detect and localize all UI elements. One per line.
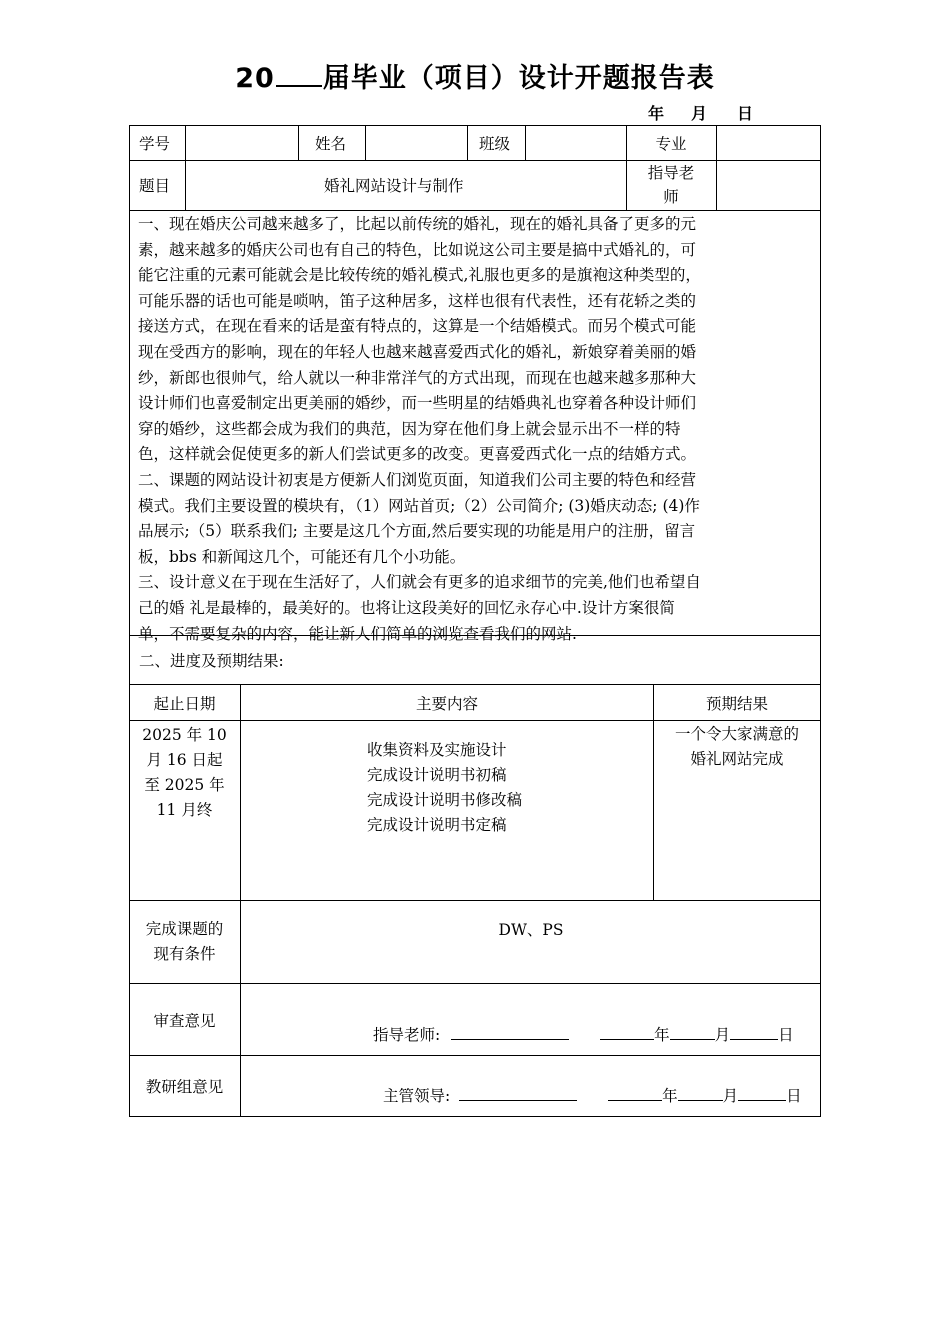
advisor-field[interactable] [717,161,820,210]
major-field[interactable] [717,126,820,160]
review-signature-line[interactable] [451,1022,569,1040]
content-line: 完成设计说明书定稿 [367,816,507,834]
conditions-label-line: 现有条件 [153,945,216,963]
review-month-label: 月 [714,1026,731,1044]
text-line: 接送方式，在现在看来的话是蛮有特点的，这算是一个结婚模式。而另个模式可能 [138,317,697,336]
review-year-label: 年 [654,1026,670,1044]
group-year-label: 年 [662,1087,678,1105]
date-day-label: 日 [737,104,754,123]
col-header-content: 主要内容 [415,694,478,713]
date-line: 月 16 日起 [146,751,223,769]
review-month-line[interactable] [670,1022,715,1040]
row-divider [129,720,821,721]
text-line: 板，bbs 和新闻这几个，可能还有几个小功能。 [138,547,466,566]
text-line: 己的婚 礼是最棒的，最美好的。也将让这段美好的回忆永存心中.设计方案很简 [138,598,675,617]
text-line: 色，这样就会促使更多的新人们尝试更多的改变。更喜爱西式化一点的结婚方式。 [138,445,697,464]
row-divider [129,900,821,901]
group-day-line[interactable] [738,1083,786,1101]
text-line: 素，越来越多的婚庆公司也有自己的特色，比如说这公司主要是搞中式婚礼的，可 [138,240,697,259]
text-line: 纱，新郎也很帅气，给人就以一种非常洋气的方式出现，而现在也越来越多那种大 [138,368,697,387]
group-year-line[interactable] [608,1083,662,1101]
conditions-label [129,917,240,967]
review-label: 审查意见 [153,1011,216,1030]
group-label: 教研组意见 [145,1078,224,1096]
review-day-line[interactable] [730,1022,778,1040]
date-year-label: 年 [648,104,665,123]
major-label: 专业 [655,134,687,153]
result-line: 婚礼网站完成 [690,750,784,768]
group-day-label: 日 [786,1087,802,1105]
date-line: 至 2025 年 [144,776,225,794]
progress-content [241,738,653,838]
student-id-field[interactable] [186,126,297,160]
date-line: 2025 年 10 [142,726,227,744]
row-divider [129,210,821,211]
group-month-line[interactable] [678,1083,723,1101]
text-line: 现在受西方的影响，现在的年轻人也越来越喜爱西式化的婚礼，新娘穿着美丽的婚 [138,342,697,361]
date-month-label: 月 [691,104,708,123]
text-line: 模式。我们主要设置的模块有，（1）网站首页;（2）公司简介; (3)婚庆动态; (4)作 [138,496,700,515]
text-line: 可能乐器的话也可能是唢呐，笛子这种居多，这样也很有代表性，还有花轿之类的 [138,291,697,310]
progress-dates [129,723,240,823]
topic-label: 题目 [139,177,171,195]
title-suffix: 届毕业（项目）设计开题报告表 [322,63,715,94]
conditions-value: DW、PS [498,921,564,939]
group-signature-line[interactable] [459,1083,577,1101]
text-line: 品展示;（5）联系我们; 主要是这几个方面,然后要实现的功能是用户的注册，留言 [138,522,696,541]
group-signature [383,1083,802,1106]
name-field[interactable] [366,126,466,160]
review-signature [373,1022,794,1045]
page-title [0,56,950,95]
text-line: 设计师们也喜爱制定出更美丽的婚纱，而一些明星的结婚典礼也穿着各种设计师们 [138,394,697,413]
content-line: 完成设计说明书修改稿 [367,791,523,809]
student-id-label: 学号 [139,134,171,153]
review-year-line[interactable] [600,1022,654,1040]
content-line: 收集资料及实施设计 [367,741,507,759]
content-line: 完成设计说明书初稿 [367,766,507,784]
class-label: 班级 [479,134,511,153]
group-month-label: 月 [722,1087,739,1105]
name-label: 姓名 [315,134,347,153]
advisor-label-line: 师 [663,188,679,206]
review-signer-label: 指导老师: [373,1026,441,1044]
text-line: 穿的婚纱，这些都会成为我们的典范，因为穿在他们身上就会显示出不一样的特 [138,419,681,438]
text-line: 三、设计意义在于现在生活好了，人们就会有更多的追求细节的完美,他们也希望自 [138,573,701,592]
col-header-date: 起止日期 [153,694,216,713]
progress-heading: 二、进度及预期结果: [139,652,284,670]
date-line: 11 月终 [156,801,213,819]
advisor-label [626,161,716,209]
text-line: 单，不需要复杂的内容，能让新人们简单的浏览查看我们的网站. [138,624,577,643]
proposal-text [138,212,814,647]
class-field[interactable] [526,126,625,160]
advisor-label-line: 指导老 [647,164,695,182]
text-line: 能它注重的元素可能就会是比较传统的婚礼模式,礼服也更多的是旗袍这种类型的， [138,266,701,285]
conditions-label-line: 完成课题的 [145,920,224,938]
progress-result [654,722,820,772]
text-line: 二、课题的网站设计初衷是方便新人们浏览页面，知道我们公司主要的特色和经营 [138,470,697,489]
topic-value: 婚礼网站设计与制作 [324,177,464,195]
col-header-result: 预期结果 [705,694,768,713]
title-blank-line [276,65,322,87]
review-day-label: 日 [778,1026,794,1044]
text-line: 一、现在婚庆公司越来越多了，比起以前传统的婚礼，现在的婚礼具备了更多的元 [138,215,697,233]
title-prefix: 20 [235,63,275,94]
group-signer-label: 主管领导: [383,1087,451,1105]
result-line: 一个令大家满意的 [674,725,799,743]
